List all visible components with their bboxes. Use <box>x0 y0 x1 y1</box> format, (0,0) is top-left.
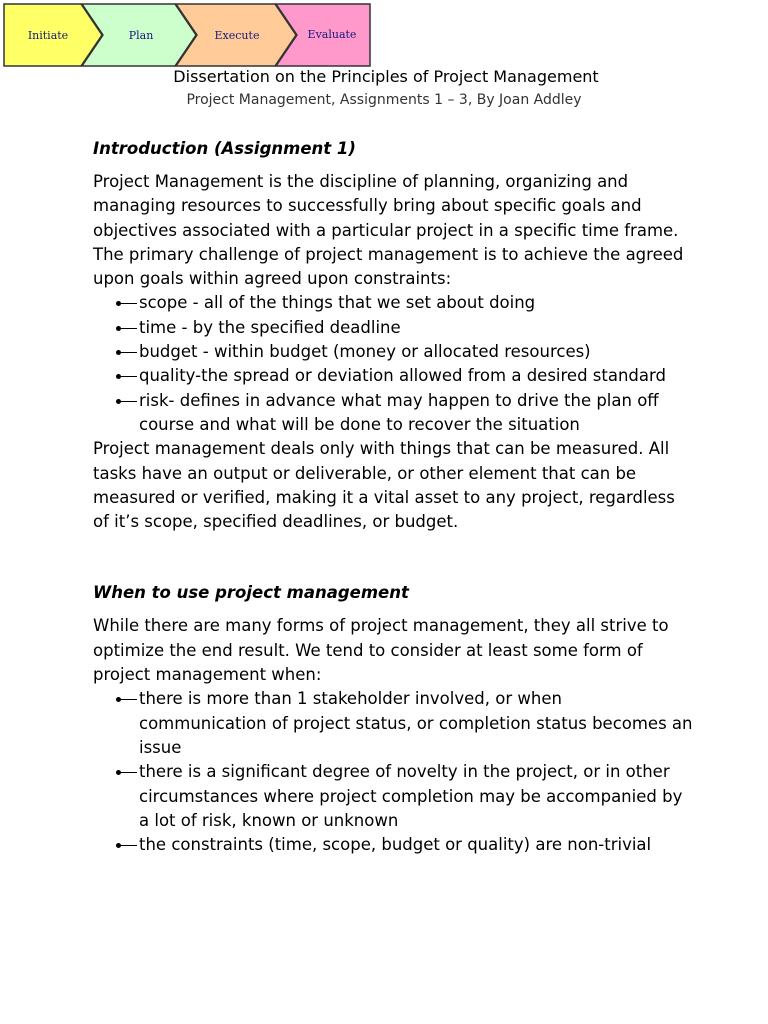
list-item-text: time - by the specified deadline <box>139 317 401 337</box>
list-item-text: there is more than 1 stakeholder involved, or when communication of project status, or completion status becomes an issue <box>139 689 693 757</box>
bullet-icon <box>116 389 138 413</box>
document-title: Dissertation on the Principles of Project Management <box>173 67 599 86</box>
list-item <box>93 389 693 438</box>
bullet-icon <box>116 316 138 340</box>
phase-label-plan: Plan <box>128 29 154 42</box>
bullet-icon <box>116 833 138 857</box>
list-item <box>93 760 693 833</box>
list-item <box>93 364 693 388</box>
section-heading: Introduction (Assignment 1) <box>93 139 356 158</box>
paragraph: While there are many forms of project management, they all strive to optimize the end result. We tend to consider at least some form of project management when: <box>93 616 669 685</box>
list-item-text: risk- defines in advance what may happen to drive the plan off course and what will be done to recover the situation <box>139 390 659 434</box>
condition-list <box>93 687 693 857</box>
bullet-icon <box>116 291 138 315</box>
bullet-icon <box>116 340 138 364</box>
list-item-text: there is a significant degree of novelty in the project, or in other circumstances where project completion may be accompanied by a lot of risk, known or unknown <box>139 762 683 830</box>
phase-chevrons <box>3 3 373 67</box>
list-item <box>93 291 693 315</box>
bullet-icon <box>116 687 138 711</box>
list-item <box>93 316 693 340</box>
section-introduction <box>93 138 693 534</box>
paragraph: Project management deals only with things that can be measured. All tasks have an output or deliverable, or other element that can be measured or verified, making it a vital asset to any project, regardless of it’s scope, specified deadlines, or budget. <box>93 439 675 532</box>
list-item <box>93 687 693 760</box>
phase-diagram <box>3 3 373 67</box>
list-item <box>93 833 693 857</box>
document-body <box>93 138 693 857</box>
phase-label-execute: Execute <box>214 29 260 42</box>
list-item-text: the constraints (time, scope, budget or quality) are non-trivial <box>139 835 652 855</box>
section-heading: When to use project management <box>93 583 409 603</box>
list-item-text: scope - all of the things that we set about doing <box>139 293 536 313</box>
list-item-text: quality-the spread or deviation allowed from a desired standard <box>139 366 666 386</box>
phase-label-evaluate: Evaluate <box>307 28 357 41</box>
list-item <box>93 340 693 364</box>
constraint-list <box>93 291 693 437</box>
list-item-text: budget - within budget (money or allocated resources) <box>139 342 591 362</box>
section-when-to-use <box>93 582 693 857</box>
phase-label-initiate: Initiate <box>27 29 69 42</box>
document-subtitle: Project Management, Assignments 1 – 3, By Joan Addley <box>186 92 582 108</box>
bullet-icon <box>116 364 138 388</box>
paragraph: Project Management is the discipline of planning, organizing and managing resources to successfully bring about specific goals and objectives associated with a particular project in a specific time frame. The primary challenge of project management is to achieve the agreed upon goals within agreed upon constraints: <box>93 172 684 289</box>
bullet-icon <box>116 760 138 784</box>
